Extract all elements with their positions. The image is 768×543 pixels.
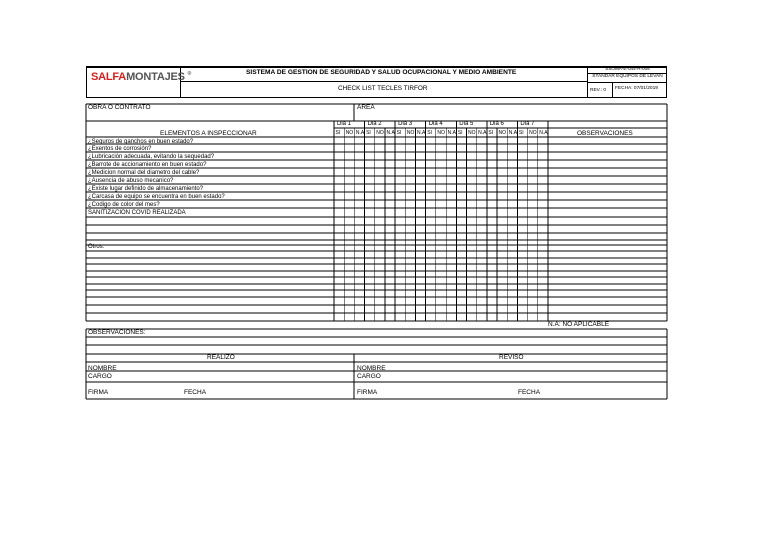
na-note: N.A: NO APLICABLE <box>548 321 610 328</box>
area-label: AREA <box>357 104 375 111</box>
answer-option-header: NO <box>529 130 537 136</box>
answer-option-header: SI <box>457 130 463 136</box>
inspection-item: ¿Ausencia de abuso mecanico? <box>88 178 174 184</box>
answer-option-header: SI <box>366 130 371 136</box>
logo-primary-text: SALFA <box>91 71 127 83</box>
realizo-cargo-label: CARGO <box>88 373 112 380</box>
day-header-7: Dia 7 <box>520 121 535 127</box>
day-header-6: Dia 6 <box>489 121 504 127</box>
inspection-item: ¿Exentos de corrosión? <box>88 146 152 152</box>
obra-label: OBRA O CONTRATO <box>88 104 151 111</box>
document-subtitle: CHECK LIST TECLES TIRFOR <box>338 85 428 92</box>
inspection-item: SANITIZACION COVID REALIZADA <box>88 210 186 216</box>
answer-option-header: N.A <box>386 130 395 136</box>
observations-label: OBSERVACIONES: <box>88 329 146 336</box>
inspection-item: ¿Lubricación adecuada, evitando la sequedad? <box>88 154 215 160</box>
realizo-fecha-label: FECHA <box>184 389 207 396</box>
observations-header: OBSERVACIONES <box>577 130 633 137</box>
answer-option-header: SI <box>335 130 341 136</box>
day-header-5: Dia 5 <box>459 121 474 127</box>
reviso-cargo-label: CARGO <box>357 373 381 380</box>
answer-option-header: SI <box>488 130 494 136</box>
inspection-item: ¿Existe lugar definido de almacenamiento? <box>88 186 204 192</box>
answer-option-header: NO <box>437 130 445 136</box>
day-header-3: Dia 3 <box>398 121 413 127</box>
answer-option-header: N.A <box>355 130 365 136</box>
reviso-firma-label: FIRMA <box>357 389 378 396</box>
document-code: SSOMA-E-044-R-005 <box>605 66 650 71</box>
document-standard: STANDAR EQUIPOS DE LEVAN <box>592 74 663 79</box>
realizo-nombre-label: NOMBRE <box>88 365 117 372</box>
logo-secondary-text: MONTAJES <box>126 71 185 83</box>
inspection-item: ¿Seguros de ganchos en buen estado? <box>88 139 194 145</box>
document-date: FECHA: 07/01/2019 <box>615 86 658 91</box>
inspection-item: ¿Barrote de accionamiento en buen estado? <box>88 162 207 168</box>
day-header-4: Dia 4 <box>428 121 443 127</box>
realizo-firma-label: FIRMA <box>88 389 109 396</box>
elements-header: ELEMENTOS A INSPECCIONAR <box>160 130 257 137</box>
answer-option-header: N.A <box>447 130 456 136</box>
answer-option-header: NO <box>467 130 476 136</box>
document-revision: REV.: 0 <box>590 88 607 93</box>
day-header-1: Dia 1 <box>337 121 352 127</box>
answer-option-header: NO <box>376 130 384 136</box>
realizo-label: REALIZO <box>207 354 235 361</box>
answer-option-header: NO <box>406 130 415 136</box>
answer-option-header: N.A <box>478 130 487 136</box>
day-header-2: Dia 2 <box>367 121 382 127</box>
answer-option-header: N.A <box>417 130 426 136</box>
reviso-label: REVISO <box>499 354 524 361</box>
answer-option-header: SI <box>396 130 402 136</box>
reviso-nombre-label: NOMBRE <box>357 365 386 372</box>
inspection-item: ¿Codigo de color del mes? <box>88 202 160 208</box>
answer-option-header: NO <box>498 130 507 136</box>
reviso-fecha-label: FECHA <box>518 389 541 396</box>
otros-label: Otros: <box>88 244 105 250</box>
answer-option-header: N.A <box>508 130 518 136</box>
answer-option-header: SI <box>518 130 524 136</box>
logo-mark: ® <box>187 71 192 77</box>
answer-option-header: N.A <box>539 130 548 136</box>
answer-option-header: SI <box>427 130 432 136</box>
inspection-item: ¿Medicion normal del diametro del cable? <box>88 170 200 176</box>
answer-option-header: NO <box>345 130 354 136</box>
inspection-item: ¿Carcasa de equipo se encuentra en buen estado? <box>88 194 225 200</box>
document-title: SISTEMA DE GESTION DE SEGURIDAD Y SALUD OCUPACIONAL Y MEDIO AMBIENTE <box>246 69 517 76</box>
